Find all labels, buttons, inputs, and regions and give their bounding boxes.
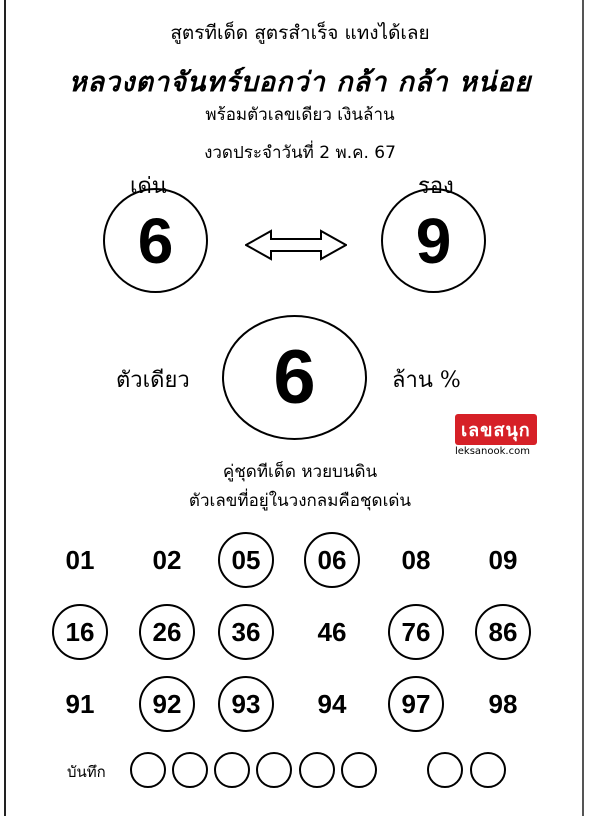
site-logo (455, 414, 537, 457)
header-line-3: พร้อมตัวเลขเดียว เงินล้าน (205, 105, 395, 125)
header-line-1: สูตรทีเด็ด สูตรสำเร็จ แทงได้เลย (170, 22, 430, 44)
header-title: หลวงตาจันทร์บอกว่า กล้า กล้า หน่อย (68, 67, 532, 98)
pair-number-circled: 92 (139, 676, 195, 732)
record-blank-circle (427, 752, 463, 788)
pair-number: 46 (317, 616, 347, 647)
million-percent-label: ล้าน % (392, 368, 461, 393)
logo-site: leksanook.com (455, 446, 530, 457)
pair-number-circled: 06 (304, 532, 360, 588)
pair-number-circled: 76 (388, 604, 444, 660)
pair-number-circled: 97 (388, 676, 444, 732)
record-blank-circle (256, 752, 292, 788)
pairs-title: คู่ชุดทีเด็ด หวยบนดิน (222, 462, 378, 482)
main-digit-label: เด่น (130, 174, 167, 199)
double-arrow-icon (245, 228, 347, 262)
logo-name: เลขสนุก (455, 414, 537, 445)
record-blank-circle (299, 752, 335, 788)
record-blank-circle (172, 752, 208, 788)
pair-number-circled: 36 (218, 604, 274, 660)
second-digit-circle (381, 188, 486, 293)
single-digit-circle (222, 315, 367, 440)
second-digit-label: รอง (418, 174, 454, 199)
second-digit: 9 (415, 204, 452, 277)
main-digit: 6 (137, 204, 174, 277)
pair-number: 94 (317, 688, 347, 719)
pair-number-circled: 93 (218, 676, 274, 732)
pair-number-circled: 05 (218, 532, 274, 588)
pair-number: 98 (488, 688, 518, 719)
record-blank-circle (214, 752, 250, 788)
pair-number: 91 (65, 688, 95, 719)
pair-number: 09 (488, 544, 518, 575)
single-digit: 6 (273, 335, 316, 420)
record-blank-circle (470, 752, 506, 788)
pairs-subtitle: ตัวเลขที่อยู่ในวงกลมคือชุดเด่น (188, 491, 412, 511)
pair-number-circled: 16 (52, 604, 108, 660)
record-blank-circle (341, 752, 377, 788)
pair-number: 01 (65, 544, 95, 575)
pair-number-circled: 26 (139, 604, 195, 660)
single-digit-label: ตัวเดียว (116, 368, 190, 393)
main-digit-circle (103, 188, 208, 293)
record-blank-circle (130, 752, 166, 788)
pair-number: 08 (401, 544, 431, 575)
record-label: บันทึก (67, 763, 106, 781)
pair-number-circled: 86 (475, 604, 531, 660)
draw-date: งวดประจำวันที่ 2 พ.ค. 67 (204, 143, 396, 163)
pair-number: 02 (152, 544, 182, 575)
